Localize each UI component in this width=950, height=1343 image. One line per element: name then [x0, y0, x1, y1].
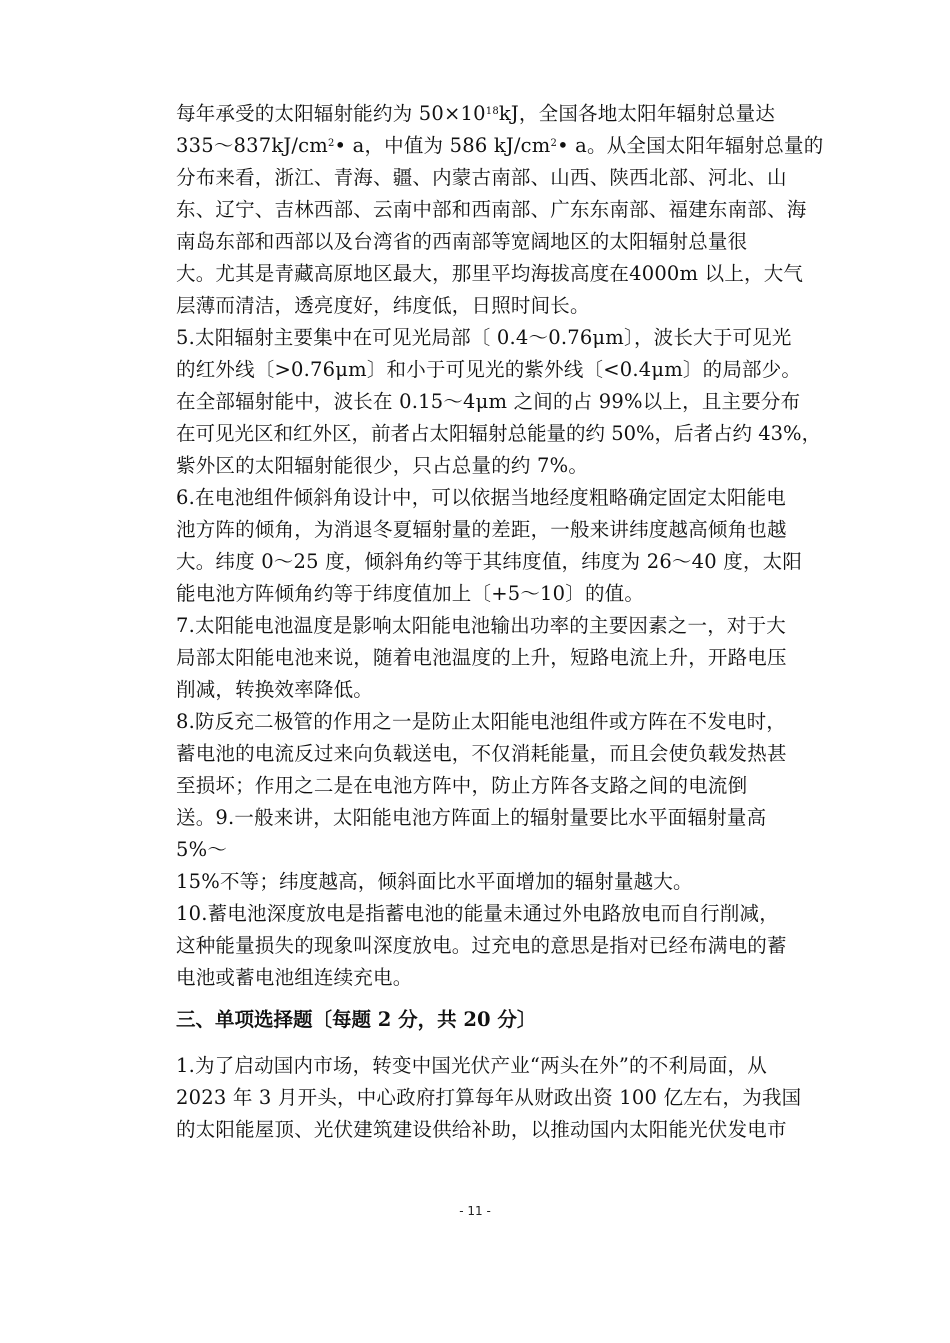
text-line-19: 削减，转换效率降低。 [176, 678, 374, 701]
text-line-9: 的红外线〔>0.76μm〕和小于可见光的紫外线〔<0.4μm〕的局部少。 [176, 358, 802, 381]
text-line-13: 6.在电池组件倾斜角设计中，可以依据当地经度粗略确定固定太阳能电 [176, 486, 787, 509]
text-line-8: 5.太阳辐射主要集中在可见光局部〔 0.4～0.76μm〕，波长大于可见光 [176, 326, 792, 349]
text-line-1: 每年承受的太阳辐射能约为 $50\times 10^{18}kJ$，全国各地太阳年辐射总量达 [176, 102, 776, 125]
text-line-16: 能电池方阵倾角约等于纬度值加上〔+5～10〕的值。 [176, 582, 645, 605]
text-line-17: 7.太阳能电池温度是影响太阳能电池输出功率的主要因素之一，对于大 [176, 614, 787, 637]
text-line-20: 8.防反充二极管的作用之一是防止太阳能电池组件或方阵在不发电时， [176, 710, 787, 733]
text-line-27: 这种能量损失的现象叫深度放电。过充电的意思是指对已经布满电的蓄 [176, 934, 787, 957]
text-line-3: 分布来看，浙江、青海、疆、内蒙古南部、山西、陕西北部、河北、山 [176, 166, 787, 189]
text-line-24: 5%～ [176, 838, 228, 861]
text-line-22: 至损坏；作用之二是在电池方阵中，防止方阵各支路之间的电流倒 [176, 774, 748, 797]
document-body [176, 98, 866, 1146]
text-line-23: 送。9.一般来讲，太阳能电池方阵面上的辐射量要比水平面辐射量高 [176, 806, 767, 829]
section-heading: 三、单项选择题〔每题 2 分，共 20 分〕 [176, 1008, 537, 1031]
text-line-25: 15%不等；纬度越高，倾斜面比水平面增加的辐射量越大。 [176, 870, 693, 893]
page-number: - 11 - [459, 1204, 491, 1218]
text-line-12: 紫外区的太阳辐射能很少，只占总量的约 7%。 [176, 454, 589, 477]
text-line-2: $335\sim 837kJ/cm^2•$ a，中值为 586 $kJ/cm^2•$ a。从全国太阳年辐射总量的 [176, 134, 824, 157]
question-line-1: 1.为了启动国内市场，转变中国光伏产业“两头在外”的不利局面，从 [176, 1054, 767, 1077]
text-line-28: 电池或蓄电池组连续充电。 [176, 966, 413, 989]
text-line-5: 南岛东部和西部以及台湾省的西南部等宽阔地区的太阳辐射总量很 [176, 230, 748, 253]
question-line-3: 的太阳能屋顶、光伏建筑建设供给补助，以推动国内太阳能光伏发电市 [176, 1118, 787, 1141]
text-line-6: 大。尤其是青藏高原地区最大，那里平均海拔高度在4000m 以上，大气 [176, 262, 804, 285]
text-line-18: 局部太阳能电池来说，随着电池温度的上升，短路电流上升，开路电压 [176, 646, 787, 669]
text-line-26: 10.蓄电池深度放电是指蓄电池的能量未通过外电路放电而自行削减， [176, 902, 779, 925]
text-line-7: 层薄而清洁，透亮度好，纬度低，日照时间长。 [176, 294, 590, 317]
text-line-15: 大。纬度 0～25 度，倾斜角约等于其纬度值，纬度为 26～40 度，太阳 [176, 550, 803, 573]
text-line-10: 在全部辐射能中，波长在 0.15～4μm 之间的占 99%以上，且主要分布 [176, 390, 801, 413]
text-line-14: 池方阵的倾角，为消退冬夏辐射量的差距，一般来讲纬度越高倾角也越 [176, 518, 787, 541]
text-line-4: 东、辽宁、吉林西部、云南中部和西南部、广东东南部、福建东南部、海 [176, 198, 807, 221]
question-line-2: 2023 年 3 月开头，中心政府打算每年从财政出资 100 亿左右，为我国 [176, 1086, 802, 1109]
text-line-11: 在可见光区和红外区，前者占太阳辐射总能量的约 50%，后者占约 43%， [176, 422, 822, 445]
text-line-21: 蓄电池的电流反过来向负载送电，不仅消耗能量，而且会使负载发热甚 [176, 742, 787, 765]
